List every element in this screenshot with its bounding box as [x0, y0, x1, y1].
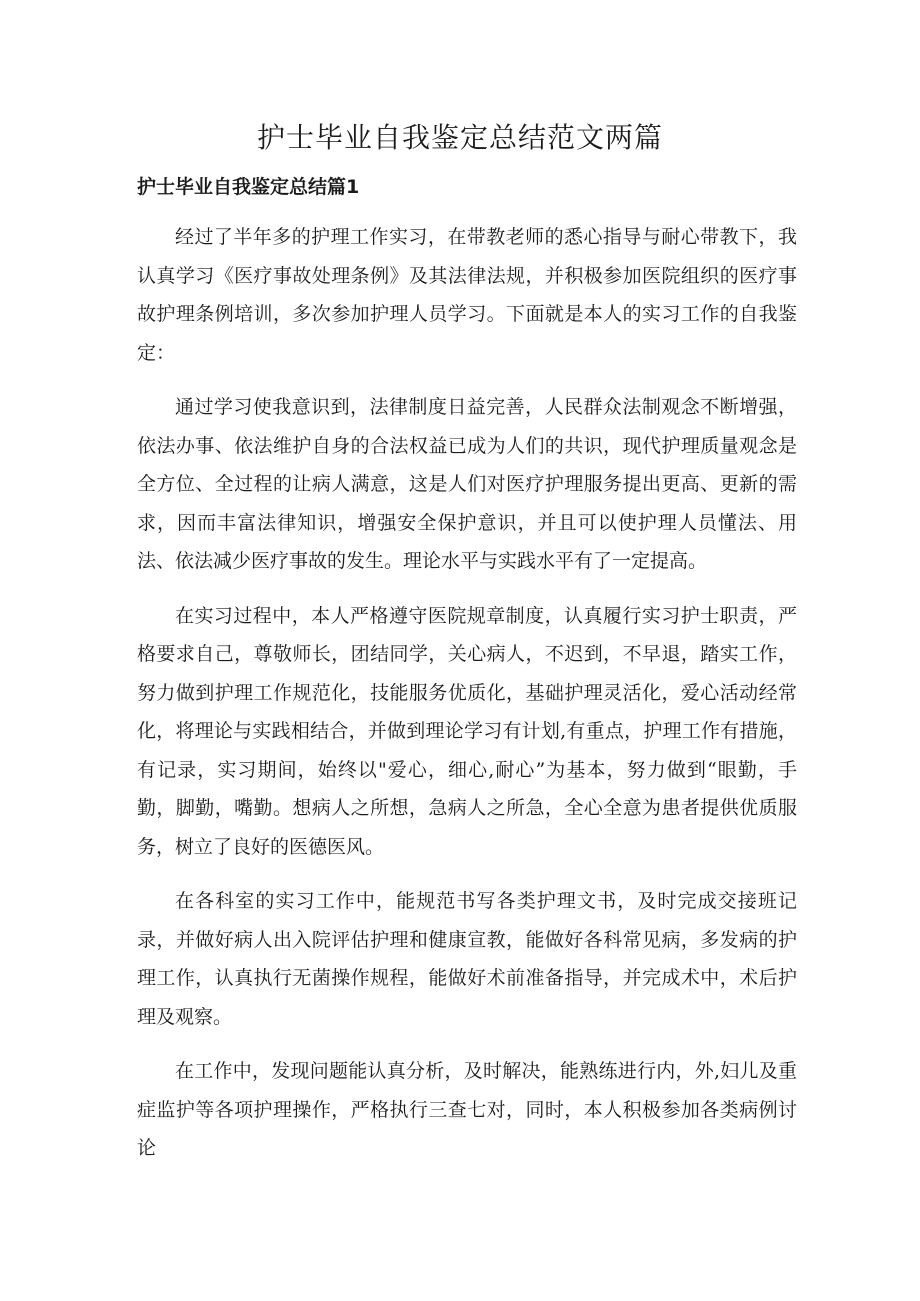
paragraph: 在实习过程中，本人严格遵守医院规章制度，认真履行实习护士职责，严格要求自己，尊敬师长，团结同学，关心病人，不迟到，不早退，踏实工作，努力做到护理工作规范化，技能服务优质化，基础护理灵活化，爱心活动经常化，将理论与实践相结合，并做到理论学习有计划,有重点，护理工作有措施，有记录，实习期间，始终以"爱心，细心,耐心”为基本，努力做到“眼勤，手勤，脚勤，嘴勤。想病人之所想，急病人之所急，全心全意为患者提供优质服务，树立了良好的医德医风。 [137, 604, 797, 858]
paragraph: 在各科室的实习工作中，能规范书写各类护理文书，及时完成交接班记录，并做好病人出入院评估护理和健康宣教，能做好各科常见病，多发病的护理工作，认真执行无菌操作规程，能做好术前准备指导，并完成术中，术后护理及观察。 [137, 890, 797, 1028]
document-body [137, 218, 797, 1184]
section-heading: 护士毕业自我鉴定总结篇1 [137, 176, 360, 198]
paragraph: 在工作中，发现问题能认真分析，及时解决，能熟练进行内，外,妇儿及重症监护等各项护理操作，严格执行三查七对，同时，本人积极参加各类病例讨论 [137, 1060, 797, 1159]
paragraph: 经过了半年多的护理工作实习，在带教老师的悉心指导与耐心带教下，我认真学习《医疗事故处理条例》及其法律法规，并积极参加医院组织的医疗事故护理条例培训，多次参加护理人员学习。下面就是本人的实习工作的自我鉴定： [137, 226, 797, 364]
paragraph: 通过学习使我意识到，法律制度日益完善，人民群众法制观念不断增强，依法办事、依法维护自身的合法权益已成为人们的共识，现代护理质量观念是全方位、全过程的让病人满意，这是人们对医疗护理服务提出更高、更新的需求，因而丰富法律知识，增强安全保护意识，并且可以使护理人员懂法、用法、依法减少医疗事故的发生。理论水平与实践水平有了一定提高。 [137, 396, 797, 572]
document-title: 护士毕业自我鉴定总结范文两篇 [256, 121, 663, 154]
